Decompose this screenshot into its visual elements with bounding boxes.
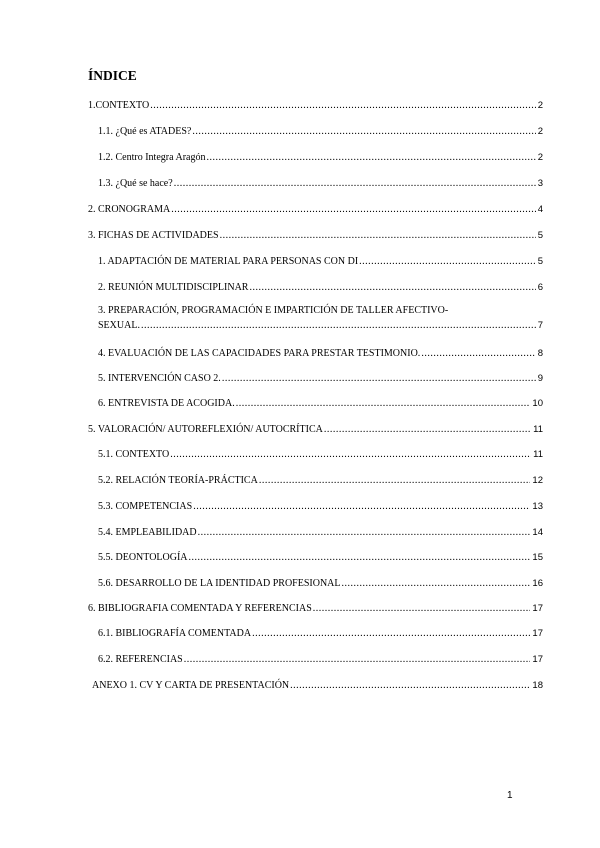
toc-entry-valoracion[interactable] bbox=[88, 424, 543, 436]
toc-entry-label: 6. ENTREVISTA DE ACOGIDA. bbox=[98, 398, 235, 409]
toc-entry-page: 17 bbox=[532, 603, 543, 614]
toc-entry-label: 5. VALORACIÓN/ AUTOREFLEXIÓN/ AUTOCRÍTICA bbox=[88, 424, 323, 435]
toc-entry-intervencion-caso[interactable] bbox=[98, 373, 543, 385]
toc-entry-label: 5.3. COMPETENCIAS bbox=[98, 501, 193, 512]
toc-leader-dots bbox=[141, 320, 536, 332]
toc-entry-que-es-atades[interactable] bbox=[98, 126, 543, 138]
toc-entry-adaptacion-material[interactable] bbox=[98, 256, 543, 268]
toc-leader-dots bbox=[421, 348, 535, 360]
toc-leader-dots bbox=[170, 449, 531, 461]
toc-entry-page: 6 bbox=[537, 282, 543, 293]
toc-leader-dots bbox=[193, 501, 530, 513]
toc-leader-dots bbox=[220, 230, 536, 242]
toc-entry-label: 5.1. CONTEXTO bbox=[98, 449, 170, 460]
toc-entry-page: 14 bbox=[532, 527, 543, 538]
toc-leader-dots bbox=[342, 578, 531, 590]
toc-entry-label: 5.6. DESARROLLO DE LA IDENTIDAD PROFESIONAL bbox=[98, 578, 341, 589]
toc-entry-page: 11 bbox=[533, 424, 543, 435]
toc-entry-page: 4 bbox=[537, 204, 543, 215]
toc-entry-label: ANEXO 1. CV Y CARTA DE PRESENTACIÓN bbox=[92, 680, 290, 691]
toc-entry-relacion-teoria-practica[interactable] bbox=[98, 475, 543, 487]
toc-entry-evaluacion-capacidades[interactable] bbox=[98, 348, 543, 360]
toc-entry-label-continued: SEXUAL. bbox=[98, 320, 140, 331]
toc-entry-label: 2. CRONOGRAMA bbox=[88, 204, 171, 215]
toc-entry-reunion-multidisciplinar[interactable] bbox=[98, 282, 543, 294]
toc-leader-dots bbox=[324, 424, 531, 436]
toc-leader-dots bbox=[189, 552, 531, 564]
toc-entry-label: 6.1. BIBLIOGRAFÍA COMENTADA bbox=[98, 628, 252, 639]
toc-entry-que-se-hace[interactable] bbox=[98, 178, 543, 190]
toc-entry-page: 2 bbox=[537, 152, 543, 163]
toc-entry-competencias[interactable] bbox=[98, 501, 543, 513]
toc-entry-page: 13 bbox=[532, 501, 543, 512]
toc-entry-page: 12 bbox=[532, 475, 543, 486]
toc-leader-dots bbox=[359, 256, 536, 268]
toc-entry-fichas-actividades[interactable] bbox=[88, 230, 543, 242]
toc-leader-dots bbox=[184, 654, 531, 666]
toc-entry-label: 1. ADAPTACIÓN DE MATERIAL PARA PERSONAS CON DI bbox=[98, 256, 359, 267]
toc-entry-centro-integra[interactable] bbox=[98, 152, 543, 164]
toc-entry-label: 5.5. DEONTOLOGÍA bbox=[98, 552, 188, 563]
toc-entry-taller-afectivo-sexual[interactable] bbox=[98, 305, 543, 332]
toc-entry-5-1-contexto[interactable] bbox=[98, 449, 543, 461]
toc-entry-page: 3 bbox=[537, 178, 543, 189]
toc-entry-label: 6.2. REFERENCIAS bbox=[98, 654, 183, 665]
toc-leader-dots bbox=[171, 204, 535, 216]
toc-entry-label: 1.CONTEXTO bbox=[88, 100, 150, 111]
toc-entry-referencias[interactable] bbox=[98, 654, 543, 666]
toc-leader-dots bbox=[252, 628, 530, 640]
toc-entry-anexo-cv[interactable] bbox=[92, 680, 543, 692]
toc-entry-cronograma[interactable] bbox=[88, 204, 543, 216]
toc-entry-empleabilidad[interactable] bbox=[98, 527, 543, 539]
toc-leader-dots bbox=[174, 178, 536, 190]
toc-leader-dots bbox=[192, 126, 535, 138]
toc-entry-identidad-profesional[interactable] bbox=[98, 578, 543, 590]
toc-entry-page: 2 bbox=[537, 100, 543, 111]
toc-leader-dots bbox=[198, 527, 531, 539]
toc-entry-page: 5 bbox=[537, 230, 543, 241]
toc-title: ÍNDICE bbox=[88, 68, 137, 83]
toc-leader-dots bbox=[222, 373, 536, 385]
toc-entry-page: 9 bbox=[537, 373, 543, 384]
toc-entry-label: 5.2. RELACIÓN TEORÍA-PRÁCTICA bbox=[98, 475, 258, 486]
toc-entry-label: 2. REUNIÓN MULTIDISCIPLINAR bbox=[98, 282, 249, 293]
toc-leader-dots bbox=[259, 475, 531, 487]
toc-entry-page: 7 bbox=[537, 320, 543, 331]
toc-entry-label: 1.1. ¿Qué es ATADES? bbox=[98, 126, 192, 137]
toc-leader-dots bbox=[150, 100, 536, 112]
toc-entry-label: 1.2. Centro Integra Aragón bbox=[98, 152, 206, 163]
toc-entry-label: 6. BIBLIOGRAFIA COMENTADA Y REFERENCIAS bbox=[88, 603, 312, 614]
toc-entry-contexto[interactable] bbox=[88, 100, 543, 112]
toc-entry-label: 3. PREPARACIÓN, PROGRAMACIÓN E IMPARTICIÓN DE TALLER AFECTIVO- bbox=[98, 305, 449, 316]
toc-entry-page: 8 bbox=[537, 348, 543, 359]
toc-entry-bibliografia-comentada[interactable] bbox=[98, 628, 543, 640]
toc-entry-page: 11 bbox=[533, 449, 543, 460]
toc-entry-label: 3. FICHAS DE ACTIVIDADES bbox=[88, 230, 219, 241]
toc-entry-page: 15 bbox=[532, 552, 543, 563]
toc-leader-dots bbox=[236, 398, 531, 410]
toc-entry-page: 16 bbox=[532, 578, 543, 589]
toc-entry-label: 5.4. EMPLEABILIDAD bbox=[98, 527, 197, 538]
toc-entry-page: 17 bbox=[532, 628, 543, 639]
page-number: 1 bbox=[507, 790, 513, 801]
toc-entry-deontologia[interactable] bbox=[98, 552, 543, 564]
toc-entry-entrevista-acogida[interactable] bbox=[98, 398, 543, 410]
toc-leader-dots bbox=[206, 152, 535, 164]
toc-entry-page: 5 bbox=[537, 256, 543, 267]
toc-entry-line2 bbox=[98, 320, 543, 332]
toc-entry-page: 17 bbox=[532, 654, 543, 665]
toc-entry-label: 4. EVALUACIÓN DE LAS CAPACIDADES PARA PRESTAR TESTIMONIO. bbox=[98, 348, 421, 359]
toc-entry-page: 2 bbox=[537, 126, 543, 137]
toc-entry-label: 1.3. ¿Qué se hace? bbox=[98, 178, 173, 189]
toc-leader-dots bbox=[249, 282, 535, 294]
toc-entry-bibliografia-referencias[interactable] bbox=[88, 603, 543, 615]
toc-leader-dots bbox=[290, 680, 530, 692]
toc-entry-label: 5. INTERVENCIÓN CASO 2. bbox=[98, 373, 221, 384]
toc-leader-dots bbox=[313, 603, 531, 615]
toc-entry-page: 10 bbox=[532, 398, 543, 409]
toc-entry-page: 18 bbox=[532, 680, 543, 691]
